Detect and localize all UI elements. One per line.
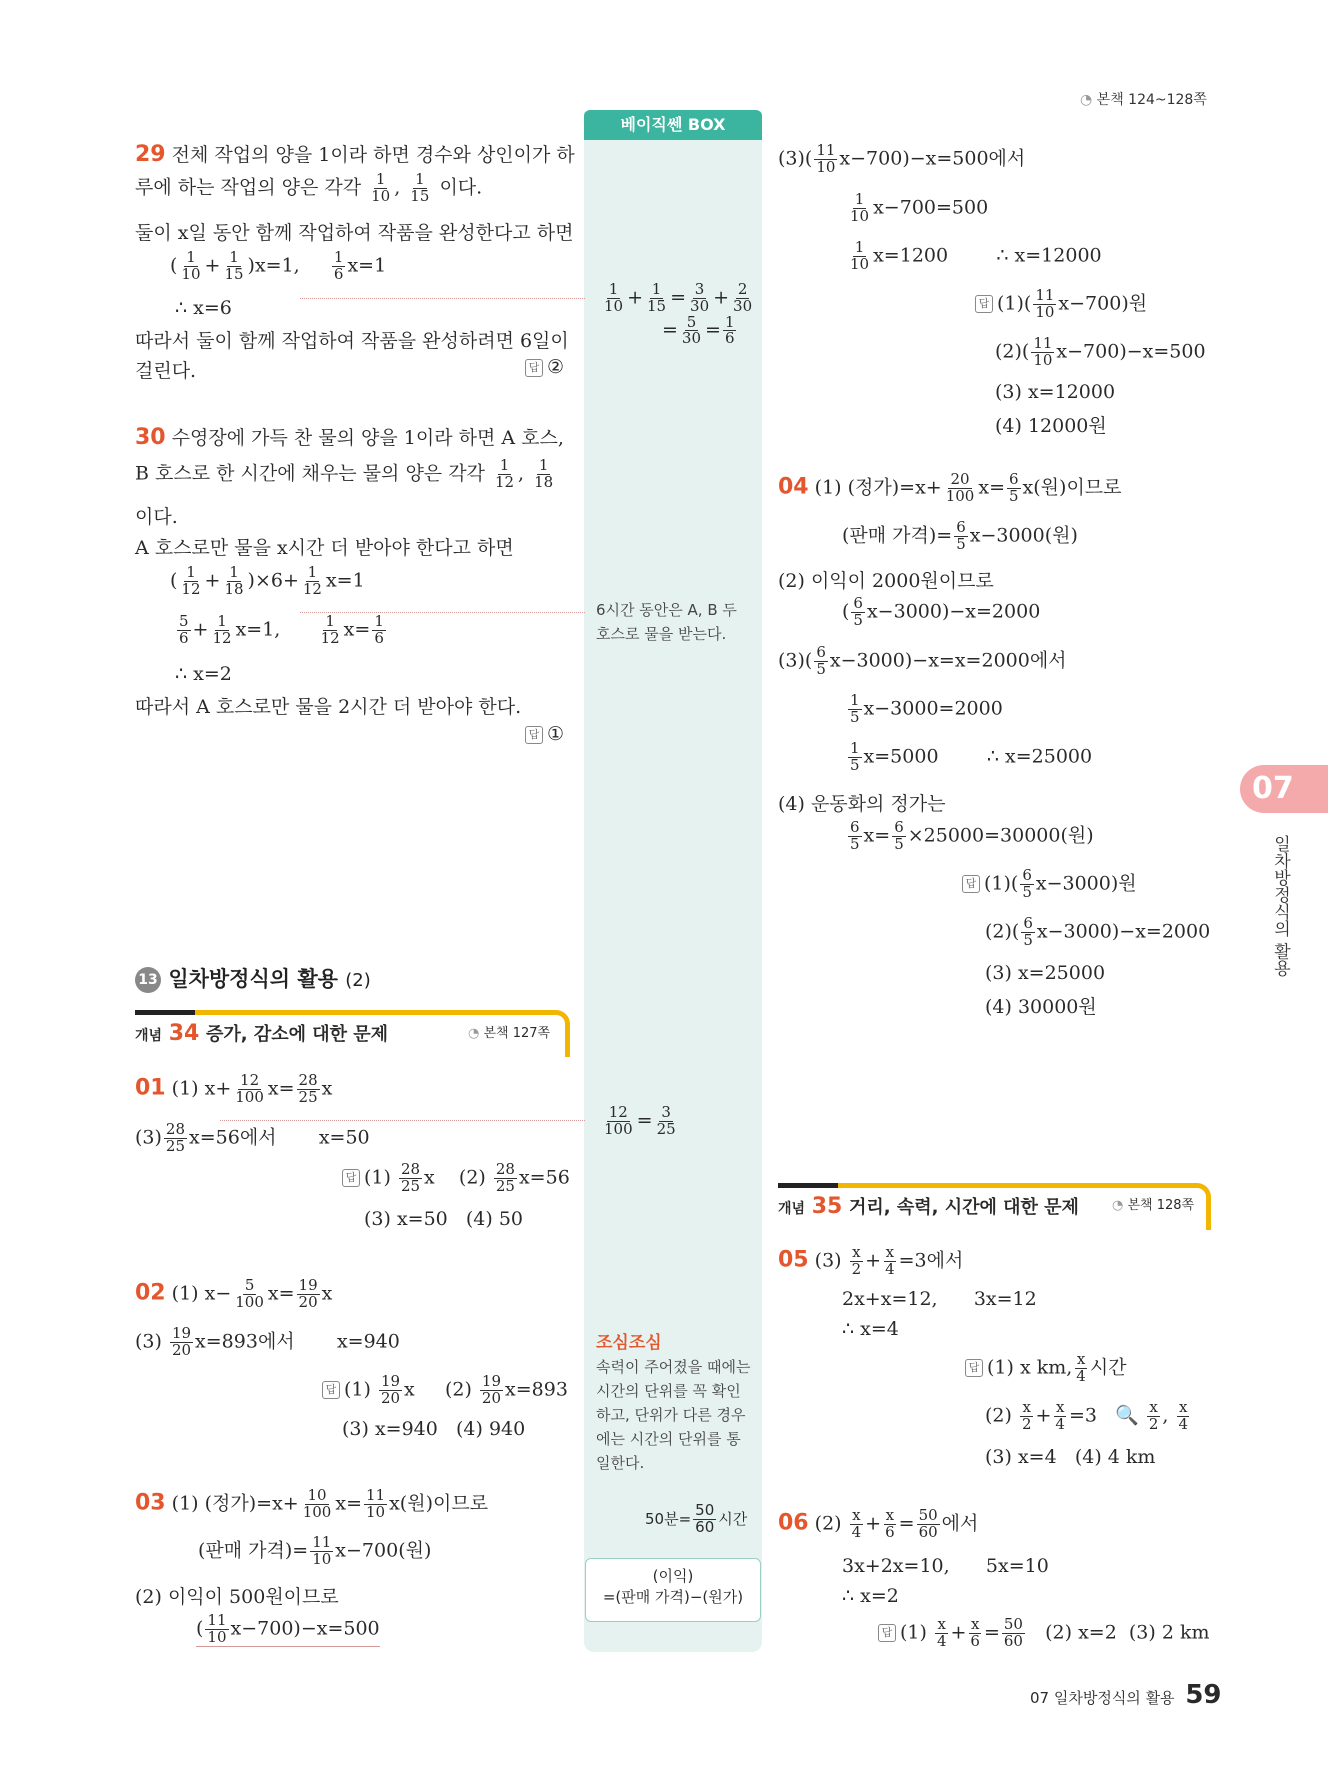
problem-04-line5: (3)( $\frac{6}{5}$ x−3000)−x=x=2000에서 — [778, 643, 1067, 678]
problem-03-r2: $\frac{1}{10}$ x−700=500 — [850, 190, 989, 225]
problem-02-line2: (3) $\frac{19}{20}$ x=893에서 x=940 — [135, 1324, 400, 1359]
problem-04-answer-1: 답 (1)( $\frac{6}{5}$ x−3000)원 — [962, 868, 1137, 901]
problem-04-line6: $\frac{1}{5}$ x−3000=2000 — [850, 691, 1003, 726]
refresh-icon: ◔ — [468, 1026, 480, 1041]
basic-box-title: 베이직쎈 BOX — [584, 110, 762, 140]
problem-03-answer-4: (4) 12000원 — [995, 415, 1107, 437]
problem-29-line2: 루에 하는 작업의 양은 각각 $\frac{1}{10}$ , $\frac{1}{15}$ 이다. — [135, 170, 483, 205]
problem-04-answer-3: (3) x=25000 — [985, 962, 1106, 984]
concept-35-ref: ◔ 본책 128쪽 — [1112, 1198, 1195, 1213]
chapter-tab: 07 — [1240, 765, 1328, 813]
problem-01-answer-2: (3) x=50 (4) 50 — [364, 1208, 524, 1230]
problem-06-line2: 3x+2x=10, 5x=10 — [842, 1555, 1049, 1577]
problem-03-line3: (2) 이익이 500원이므로 — [135, 1586, 339, 1608]
header-ref: ◔ 본책 124~128쪽 — [1080, 92, 1207, 108]
leader-line — [300, 612, 585, 613]
problem-05-line3: ∴ x=4 — [842, 1318, 899, 1340]
problem-29-line7: 걸린다. — [135, 360, 197, 382]
problem-02-line1: 02 (1) x− $\frac{5}{100}$ x= $\frac{19}{20}$ x — [135, 1276, 333, 1311]
caution-text: 속력이 주어졌을 때에는 시간의 단위를 꼭 확인하고, 단위가 다른 경우에는 시간의 단위를 통일한다. — [596, 1358, 751, 1472]
problem-04-line2: (판매 가격)= $\frac{6}{5}$ x−3000(원) — [842, 518, 1078, 553]
problem-03-equation: ( $\frac{11}{10}$ x−700)−x=500 — [196, 1611, 380, 1646]
problem-30-result: ∴ x=2 — [175, 663, 232, 685]
refresh-icon: ◔ — [1080, 92, 1093, 108]
magnifier-icon: 🔍 — [1115, 1404, 1139, 1427]
problem-01-line1: 01 (1) x+ $\frac{12}{100}$ x= $\frac{28}{25}$ x — [135, 1071, 333, 1106]
problem-30-line4: A 호스로만 물을 x시간 더 받아야 한다고 하면 — [135, 537, 514, 559]
problem-04-answer-2: (2)( $\frac{6}{5}$ x−3000)−x=2000 — [985, 914, 1211, 949]
section-badge: 13 — [135, 967, 161, 993]
problem-05-answer-1: 답 (1) x km, $\frac{x}{4}$ 시간 — [965, 1352, 1127, 1385]
problem-06-line3: ∴ x=2 — [842, 1585, 899, 1607]
footer: 07 일차방정식의 활용 59 — [1030, 1680, 1222, 1710]
problem-03-line2: (판매 가격)= $\frac{11}{10}$ x−700(원) — [198, 1533, 432, 1568]
leader-line — [220, 1120, 585, 1121]
problem-30-answer: 답 ① — [525, 723, 564, 745]
problem-02-answer-2: (3) x=940 (4) 940 — [342, 1418, 526, 1440]
page-number: 59 — [1185, 1680, 1222, 1710]
problem-04-answer-4: (4) 30000원 — [985, 996, 1097, 1018]
box-note-30: 6시간 동안은 A, B 두 호스로 물을 받는다. — [596, 601, 737, 643]
chapter-side-label: 일차방정식의 활용 — [1270, 835, 1290, 977]
problem-29-result: ∴ x=6 — [175, 297, 232, 319]
problem-29-line6: 따라서 둘이 함께 작업하여 작품을 완성하려면 6일이 — [135, 330, 569, 352]
problem-04-line1: 04 (1) (정가)=x+ $\frac{20}{100}$ x= $\frac{6}{5}$ x(원)이므로 — [778, 470, 1122, 505]
problem-05-answer-2: (2) $\frac{x}{2}$ + $\frac{x}{4}$ =3 🔍 $\frac{x}{2}$ , $\frac{x}{4}$ — [985, 1398, 1189, 1433]
section-13-title: 13 일차방정식의 활용 (2) — [135, 963, 371, 993]
problem-29-line1: 29 전체 작업의 양을 1이라 하면 경수와 상인이가 하 — [135, 142, 575, 167]
problem-30-equation2: $\frac{5}{6}$ + $\frac{1}{12}$ x=1, $\frac{1}{12}$ x= $\frac{1}{6}$ — [179, 612, 384, 647]
problem-03-answer-3: (3) x=12000 — [995, 381, 1116, 403]
problem-01-answer: 답 (1) $\frac{28}{25}$ x (2) $\frac{28}{25}$ x=56 — [342, 1162, 570, 1195]
problem-05-line2: 2x+x=12, 3x=12 — [842, 1288, 1037, 1310]
problem-04-line4: ( $\frac{6}{5}$ x−3000)−x=2000 — [842, 594, 1041, 629]
problem-03-r3: $\frac{1}{10}$ x=1200 ∴ x=12000 — [850, 238, 1102, 273]
problem-04-line7: $\frac{1}{5}$ x=5000 ∴ x=25000 — [850, 739, 1093, 774]
problem-30-line2: B 호스로 한 시간에 채우는 물의 양은 각각 $\frac{1}{12}$ , $\frac{1}{18}$ — [135, 456, 554, 491]
problem-30-line1: 30 수영장에 가득 찬 물의 양을 1이라 하면 A 호스, — [135, 425, 564, 450]
problem-30-equation1: ( $\frac{1}{12}$ + $\frac{1}{18}$ )×6+ $\frac{1}{12}$ x=1 — [170, 563, 365, 598]
problem-30-line3: 이다. — [135, 506, 178, 528]
problem-04-line3: (2) 이익이 2000원이므로 — [778, 570, 994, 592]
refresh-icon: ◔ — [1112, 1198, 1124, 1213]
problem-05-answer-3: (3) x=4 (4) 4 km — [985, 1446, 1156, 1468]
box-note-01: $\frac{12}{100}$ = $\frac{3}{25}$ — [604, 1103, 676, 1138]
concept-34-ref: ◔ 본책 127쪽 — [468, 1026, 551, 1041]
problem-29-equation: ( $\frac{1}{10}$ + $\frac{1}{15}$ )x=1, $\frac{1}{6}$ x=1 — [170, 248, 387, 283]
leader-line — [300, 298, 585, 299]
problem-03-r1: (3)( $\frac{11}{10}$ x−700)−x=500에서 — [778, 141, 1026, 176]
problem-04-line8: (4) 운동화의 정가는 — [778, 793, 946, 815]
problem-06-answer: 답 (1) $\frac{x}{4}$ + $\frac{x}{6}$ = $\frac{50}{60}$ (2) x=2 (3) 2 km — [878, 1617, 1210, 1650]
problem-03-answer-1: 답 (1)( $\frac{11}{10}$ x−700)원 — [975, 288, 1147, 321]
concept-34-header: 개념 34 증가, 감소에 대한 문제 — [135, 1021, 389, 1046]
problem-05-line1: 05 (3) $\frac{x}{2}$ + $\frac{x}{4}$ =3에서 — [778, 1243, 964, 1278]
problem-29-answer: 답 ② — [525, 356, 564, 378]
problem-04-line9: $\frac{6}{5}$ x= $\frac{6}{5}$ ×25000=30000(원) — [850, 818, 1094, 853]
concept-35-header: 개념 35 거리, 속력, 시간에 대한 문제 — [778, 1194, 1079, 1219]
minute-conversion: 50분= $\frac{50}{60}$ 시간 — [645, 1501, 748, 1536]
problem-29-line3: 둘이 x일 동안 함께 작업하여 작품을 완성한다고 하면 — [135, 222, 574, 244]
problem-06-line1: 06 (2) $\frac{x}{4}$ + $\frac{x}{6}$ = $\frac{50}{60}$ 에서 — [778, 1506, 979, 1541]
caution-title: 조심조심 — [596, 1333, 662, 1353]
problem-02-answer: 답 (1) $\frac{19}{20}$ x (2) $\frac{19}{20}$ x=893 — [322, 1374, 568, 1407]
problem-01-line2: (3) $\frac{28}{25}$ x=56에서 x=50 — [135, 1120, 370, 1155]
problem-03-answer-2: (2)( $\frac{11}{10}$ x−700)−x=500 — [995, 334, 1206, 369]
problem-03-line1: 03 (1) (정가)=x+ $\frac{10}{100}$ x= $\frac{11}{10}$ x(원)이므로 — [135, 1486, 489, 1521]
problem-30-line8: 따라서 A 호스로만 물을 2시간 더 받아야 한다. — [135, 696, 522, 718]
profit-box: (이익) =(판매 가격)−(원가) — [585, 1558, 761, 1622]
box-note-29: $\frac{1}{10}$ + $\frac{1}{15}$ = $\frac{3}{30}$ + $\frac{2}{30}$ = $\frac{5}{30}$ = $\frac{1}{6}$ — [604, 280, 753, 348]
